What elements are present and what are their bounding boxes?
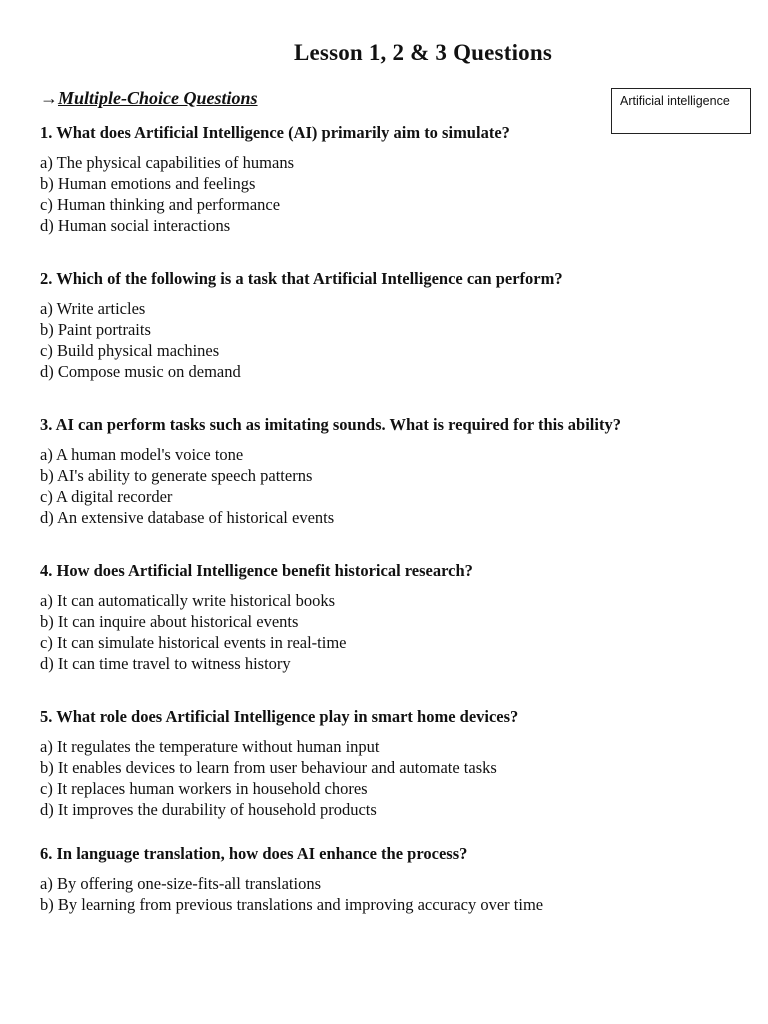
option-c: c) It replaces human workers in household chores (40, 779, 368, 798)
option-list (40, 298, 740, 382)
option-a: a) Write articles (40, 299, 146, 318)
option-c: c) Build physical machines (40, 341, 220, 360)
question-2 (40, 269, 740, 382)
option-b: b) Human emotions and feelings (40, 174, 256, 193)
question-text: 3. AI can perform tasks such as imitating sounds. What is required for this ability? (40, 415, 621, 434)
option-d: d) It can time travel to witness history (40, 654, 291, 673)
option-d: d) Compose music on demand (40, 362, 241, 381)
section-heading (40, 88, 258, 109)
topic-tag-box: Artificial intelligence (611, 88, 751, 134)
option-list (40, 590, 740, 674)
question-1 (40, 123, 740, 236)
option-b: b) By learning from previous translations and improving accuracy over time (40, 895, 544, 914)
question-4 (40, 561, 740, 674)
option-list (40, 873, 740, 915)
question-text: 6. In language translation, how does AI enhance the process? (40, 844, 468, 863)
page-title: Lesson 1, 2 & 3 Questions (293, 40, 553, 65)
question-3 (40, 415, 740, 528)
option-c: c) Human thinking and performance (40, 195, 281, 214)
section-heading-text: Multiple-Choice Questions (58, 88, 258, 108)
question-text: 2. Which of the following is a task that Artificial Intelligence can perform? (40, 269, 563, 288)
option-c: c) A digital recorder (40, 487, 173, 506)
option-list (40, 736, 740, 820)
option-a: a) By offering one-size-fits-all translations (40, 874, 322, 893)
option-d: d) An extensive database of historical events (40, 508, 335, 527)
option-a: a) A human model's voice tone (40, 445, 244, 464)
arrow-icon: → (40, 88, 58, 108)
option-b: b) Paint portraits (40, 320, 151, 339)
question-text: 5. What role does Artificial Intelligence play in smart home devices? (40, 707, 519, 726)
option-b: b) It enables devices to learn from user behaviour and automate tasks (40, 758, 497, 777)
option-list (40, 444, 740, 528)
option-a: a) The physical capabilities of humans (40, 153, 294, 172)
question-6 (40, 844, 740, 915)
question-text: 4. How does Artificial Intelligence benefit historical research? (40, 561, 473, 580)
option-b: b) AI's ability to generate speech patterns (40, 466, 313, 485)
option-d: d) It improves the durability of household products (40, 800, 377, 819)
option-list (40, 152, 740, 236)
option-b: b) It can inquire about historical events (40, 612, 299, 631)
option-a: a) It can automatically write historical books (40, 591, 336, 610)
option-c: c) It can simulate historical events in real-time (40, 633, 347, 652)
question-text: 1. What does Artificial Intelligence (AI) primarily aim to simulate? (40, 123, 510, 142)
option-d: d) Human social interactions (40, 216, 231, 235)
question-5 (40, 707, 740, 820)
option-a: a) It regulates the temperature without human input (40, 737, 380, 756)
